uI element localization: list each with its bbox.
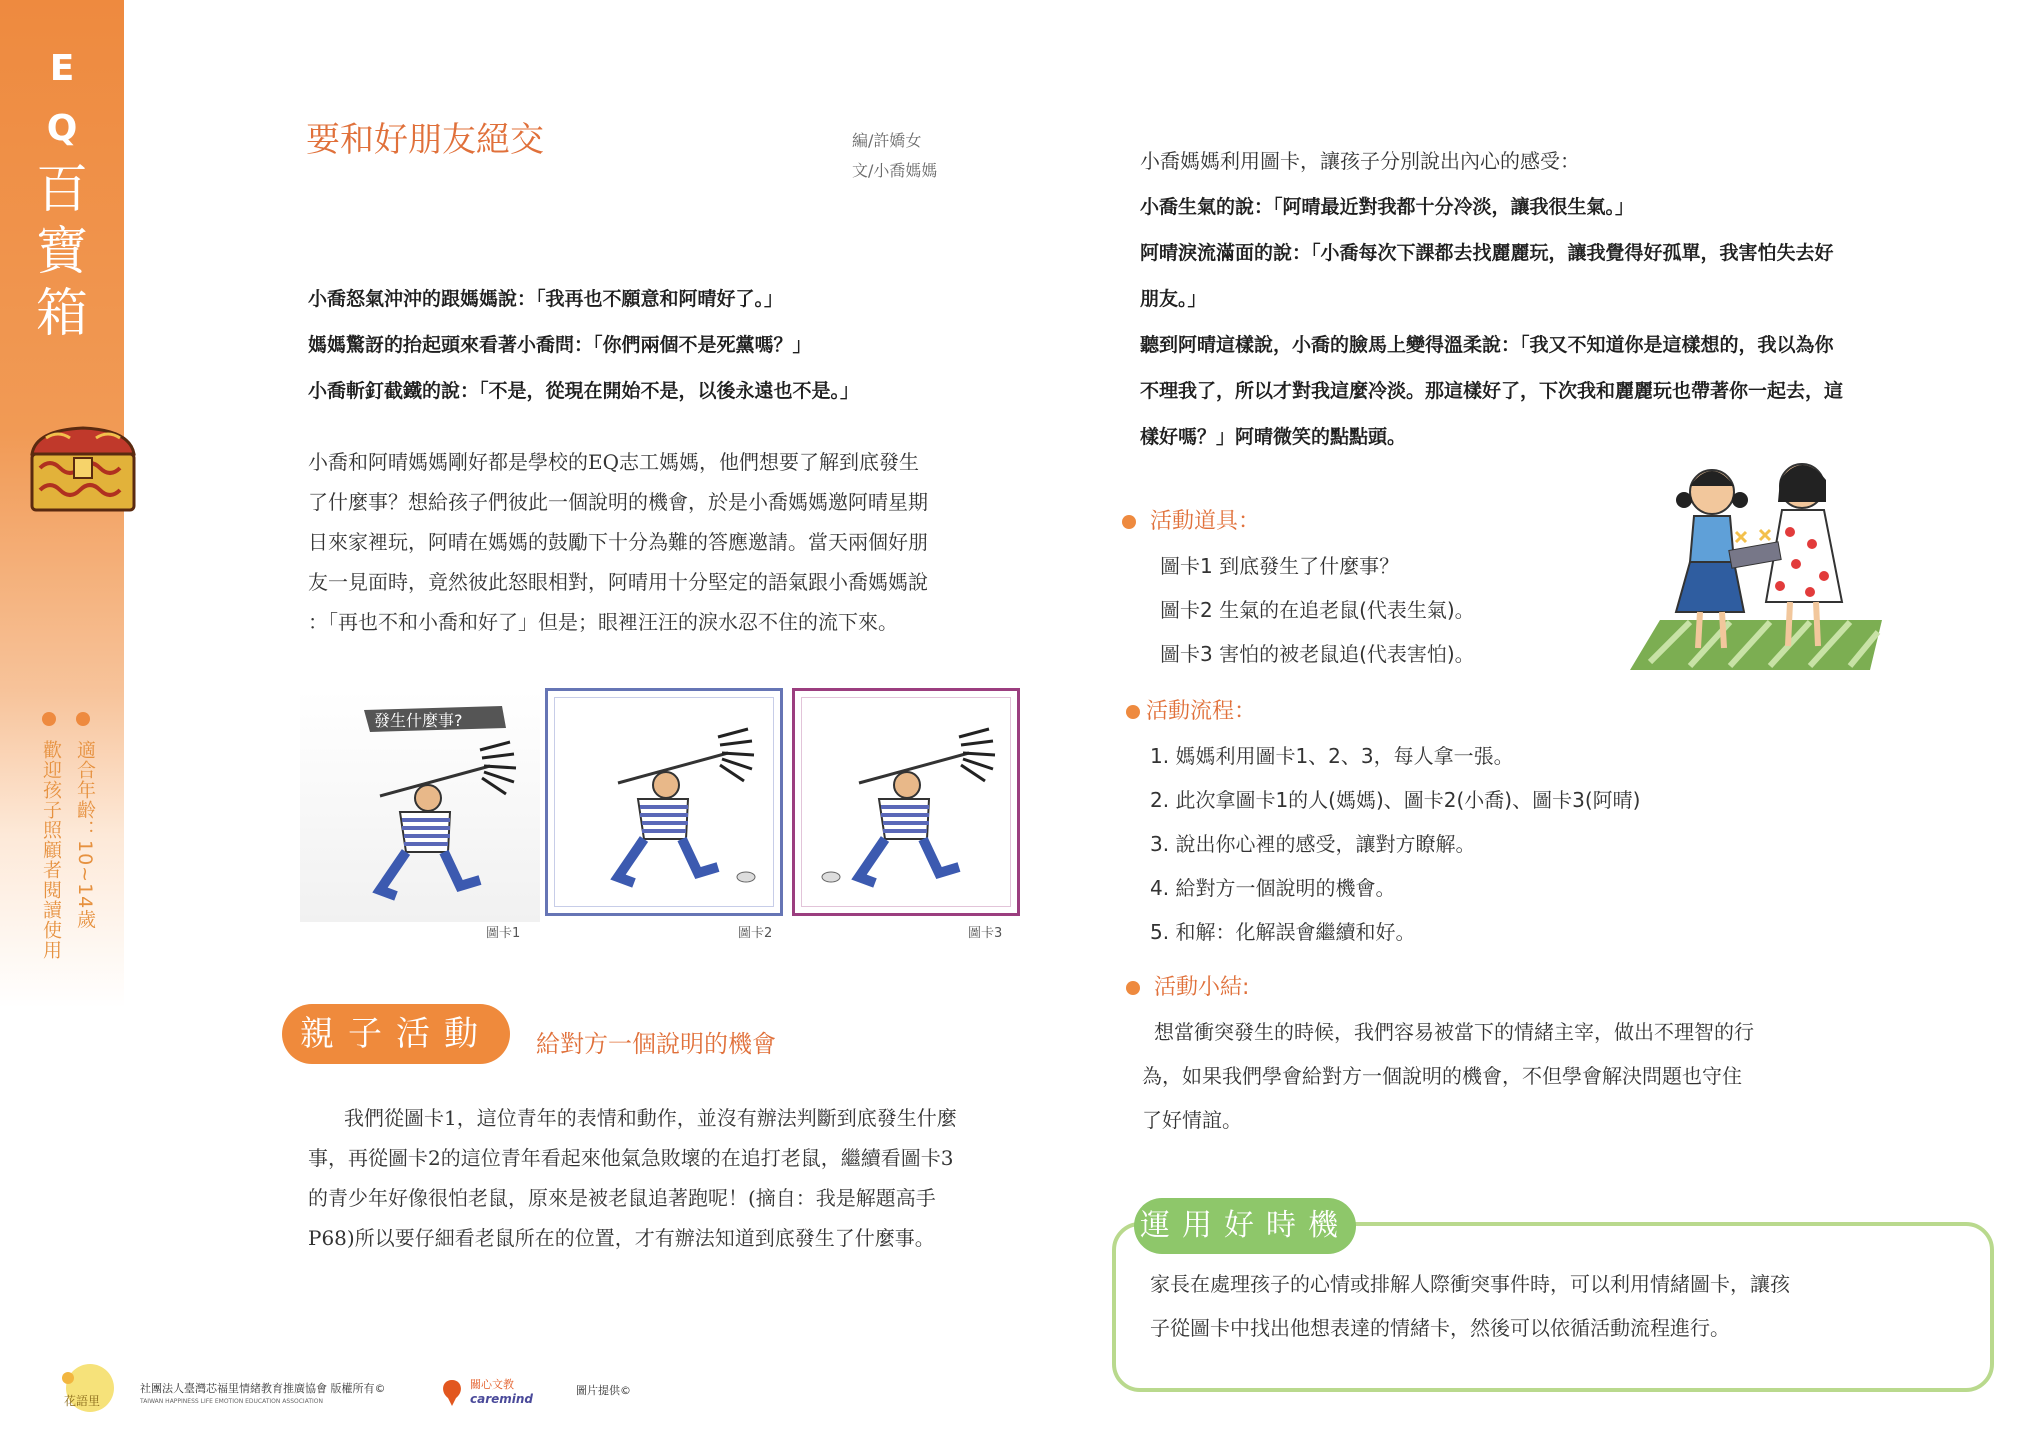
right-dialog <box>1140 184 1960 460</box>
dialog-line: 小喬生氣的說：「阿晴最近對我都十分冷淡，讓我很生氣。」 <box>1140 196 1635 218</box>
good-time-pill: 運用好時機 <box>1134 1198 1356 1254</box>
dialog-line: 媽媽驚訝的抬起頭來看著小喬問：「你們兩個不是死黨嗎？」 <box>308 334 812 356</box>
paragraph-line: 我們從圖卡1，這位青年的表情和動作，並沒有辦法判斷到底發生什麼 <box>344 1106 957 1130</box>
paragraph-line: 的青少年好像很怕老鼠，原來是被老鼠追著跑呢！(摘自：我是解題高手 <box>308 1186 936 1210</box>
tools-heading-label: 活動道具： <box>1150 509 1261 534</box>
list-item: 3. 說出你心裡的感受，讓對方瞭解。 <box>1150 832 1476 856</box>
good-time-text <box>1150 1262 1790 1350</box>
age-bullet <box>42 712 56 726</box>
good-time-line: 子從圖卡中找出他想表達的情緒卡，然後可以依循活動流程進行。 <box>1150 1316 1730 1340</box>
paragraph-line: P68)所以要仔細看老鼠所在的位置，才有辦法知道到底發生了什麼事。 <box>308 1226 935 1250</box>
running-man-figure <box>340 740 520 910</box>
flower-logo-icon <box>50 1360 130 1420</box>
bullet-dot <box>1126 705 1140 719</box>
dialog-line: 朋友。」 <box>1140 288 1207 310</box>
fleeing-man-figure <box>809 727 999 897</box>
list-item: 4. 給對方一個說明的機會。 <box>1150 876 1396 900</box>
age-text: 適合年齡：10~14歲 <box>74 740 96 930</box>
paragraph-line: 小喬和阿晴媽媽剛好都是學校的EQ志工媽媽，他們想要了解到底發生 <box>308 450 919 474</box>
picture-card-3 <box>792 688 1020 916</box>
welcome-bullet <box>76 712 90 726</box>
summary-heading <box>1126 970 1249 1001</box>
eq-letter-q: Q <box>46 108 78 149</box>
credits <box>852 126 937 186</box>
tools-heading <box>1122 504 1260 535</box>
two-girls-illustration <box>1620 452 1890 682</box>
paragraph-line: 了什麼事？想給孩子們彼此一個說明的機會，於是小喬媽媽邀阿晴星期 <box>308 490 928 514</box>
flower-logo-text: 花語里 <box>64 1394 101 1408</box>
list-item: 1. 媽媽利用圖卡1、2、3，每人拿一張。 <box>1150 744 1514 768</box>
chasing-man-figure <box>578 727 758 897</box>
right-intro: 小喬媽媽利用圖卡，讓孩子分別說出內心的感受： <box>1140 149 1580 173</box>
tools-list <box>1160 544 1475 676</box>
paragraph-line: 友一見面時，竟然彼此怒眼相對，阿晴用十分堅定的語氣跟小喬媽媽說 <box>308 570 928 594</box>
image-credit: 圖片提供© <box>576 1384 631 1397</box>
card-label-1: 圖卡1 <box>486 926 521 941</box>
bullet-dot <box>1122 515 1136 529</box>
process-heading-label: 活動流程： <box>1146 699 1257 724</box>
dialog-line: 阿晴淚流滿面的說：「小喬每次下課都去找麗麗玩，讓我覺得好孤單，我害怕失去好 <box>1140 242 1834 264</box>
process-heading <box>1126 694 1256 725</box>
sidebar-title-char: 寶 <box>35 222 88 282</box>
card-label-3: 圖卡3 <box>968 926 1003 941</box>
good-time-line: 家長在處理孩子的心情或排解人際衝突事件時，可以利用情緒圖卡，讓孩 <box>1150 1272 1790 1296</box>
sidebar <box>0 0 124 1440</box>
page-title: 要和好朋友絕交 <box>306 120 544 160</box>
dialog-line: 小喬怒氣沖沖的跟媽媽說：「我再也不願意和阿晴好了。」 <box>308 288 784 310</box>
list-item: 圖卡3 害怕的被老鼠追(代表害怕)。 <box>1160 642 1475 666</box>
dialog-line: 聽到阿晴這樣說，小喬的臉馬上變得溫柔說：「我又不知道你是這樣想的，我以為你 <box>1140 334 1834 356</box>
list-item: 2. 此次拿圖卡1的人(媽媽)、圖卡2(小喬)、圖卡3(阿晴) <box>1150 788 1641 812</box>
summary-line: 想當衝突發生的時候，我們容易被當下的情緒主宰，做出不理智的行 <box>1154 1020 1754 1044</box>
bullet-dot <box>1126 981 1140 995</box>
welcome-text: 歡迎孩子照顧者閱讀使用 <box>40 740 62 960</box>
paragraph-line: 日來家裡玩，阿晴在媽媽的鼓勵下十分為難的答應邀請。當天兩個好朋 <box>308 530 928 554</box>
eq-letter-e: E <box>49 48 75 89</box>
activity-subtitle: 給對方一個說明的機會 <box>536 1030 776 1058</box>
association-english: TAIWAN HAPPINESS LIFE EMOTION EDUCATION ASSOCIATION <box>140 1398 323 1405</box>
summary-line: 為，如果我們學會給對方一個說明的機會，不但學會解決問題也守住 <box>1142 1064 1742 1088</box>
list-item: 圖卡2 生氣的在追老鼠(代表生氣)。 <box>1160 598 1475 622</box>
process-list <box>1150 734 1640 954</box>
activity-paragraph <box>308 1098 1068 1258</box>
writer-credit: 文/小喬媽媽 <box>852 161 938 180</box>
story-dialog <box>308 276 1068 414</box>
card-label-2: 圖卡2 <box>738 926 773 941</box>
caremind-english: caremind <box>470 1392 534 1406</box>
summary-heading-label: 活動小結: <box>1154 975 1250 1000</box>
dialog-line: 不理我了，所以才對我這麼冷淡。那這樣好了，下次我和麗麗玩也帶著你一起去，這 <box>1140 380 1844 402</box>
picture-card-2 <box>545 688 783 916</box>
list-item: 5. 和解：化解誤會繼續和好。 <box>1150 920 1416 944</box>
sidebar-title-char: 箱 <box>35 284 88 344</box>
caremind-logo-icon <box>438 1376 466 1410</box>
sidebar-title-char: 百 <box>35 160 88 220</box>
summary-line: 了好情誼。 <box>1142 1108 1242 1132</box>
list-item: 圖卡1 到底發生了什麼事？ <box>1160 554 1400 578</box>
activity-pill: 親子活動 <box>282 1004 510 1064</box>
summary-text <box>1142 1010 1754 1142</box>
dialog-line: 小喬斬釘截鐵的說：「不是，從現在開始不是，以後永遠也不是。」 <box>308 380 860 402</box>
bubble-text: 發生什麼事? <box>374 711 463 730</box>
copyright-text: 社團法人臺灣芯福里情緒教育推廣協會 版權所有© <box>140 1382 386 1395</box>
editor-credit: 編/許嬌女 <box>852 131 922 150</box>
treasure-chest-icon <box>26 424 140 516</box>
picture-card-1 <box>300 690 540 922</box>
dialog-line: 樣好嗎？」阿晴微笑的點點頭。 <box>1140 426 1407 448</box>
story-paragraph <box>308 442 1068 642</box>
paragraph-line: ：「再也不和小喬和好了」但是；眼裡汪汪的淚水忍不住的流下來。 <box>308 610 898 634</box>
paragraph-line: 事，再從圖卡2的這位青年看起來他氣急敗壞的在追打老鼠，繼續看圖卡3 <box>308 1146 954 1170</box>
caremind-chinese: 關心文教 <box>470 1378 514 1391</box>
